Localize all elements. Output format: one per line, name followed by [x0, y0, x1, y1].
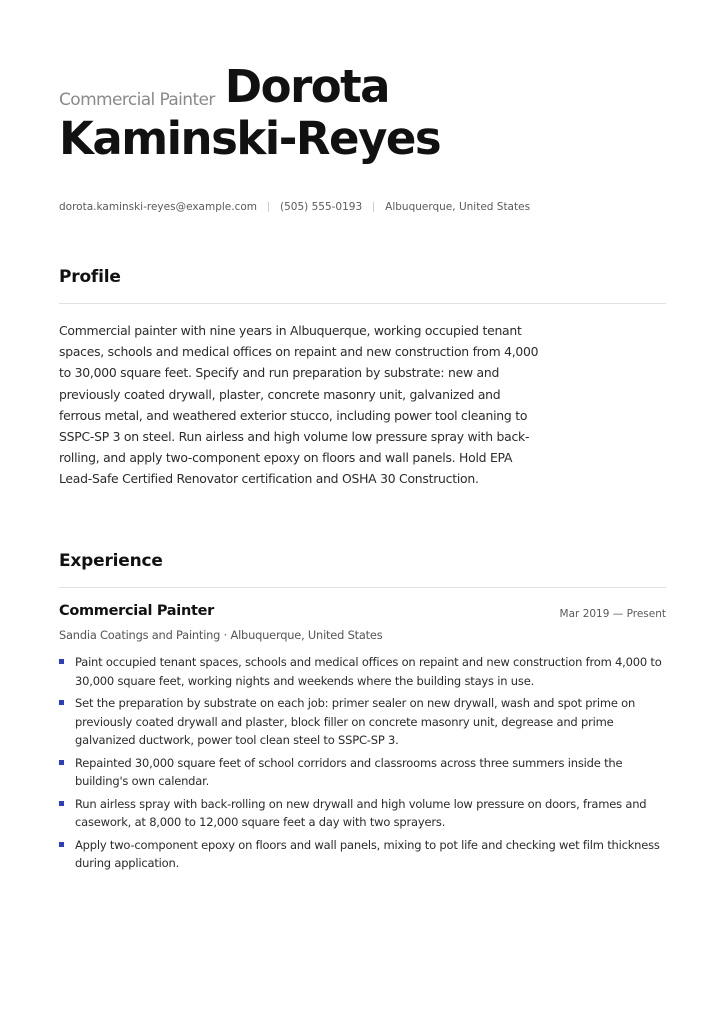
profile-divider	[59, 303, 666, 304]
job-bullet-text: Set the preparation by substrate on each job: primer sealer on new drywall, wash and spot prime on previously coated drywall and plaster, block filler on concrete masonry unit, degrease and prime galvanized ductwork, power tool clean steel to SSPC-SP 3.	[75, 696, 636, 747]
bullet-square-icon	[59, 842, 64, 847]
contact-phone[interactable]: (505) 555-0193	[280, 201, 363, 213]
job-bullet	[59, 694, 669, 750]
last-name: Kaminski-Reyes	[59, 112, 441, 165]
job-bullet	[59, 836, 669, 873]
bullet-square-icon	[59, 700, 64, 705]
contact-divider	[268, 202, 269, 212]
job-title: Commercial Painter	[59, 603, 215, 619]
profile-summary: Commercial painter with nine years in Albuquerque, working occupied tenant spaces, schools and medical offices on repaint and new construction from 4,000 to 30,000 square feet. Specify and run preparation by substrate: new and previously coated drywall, plaster, concrete masonry unit, galvanized and ferrous metal, and weathered exterior stucco, including power tool cleaning to SSPC-SP 3 on steel. Run airless and high volume low pressure spray with back-rolling, and apply two-component epoxy on floors and wall panels. Hold EPA Lead-Safe Certified Renovator certification and OSHA 30 Construction.	[59, 323, 539, 487]
job-company: Sandia Coatings and Painting · Albuquerque, United States	[59, 628, 383, 642]
resume-header	[59, 60, 669, 166]
job-bullet	[59, 754, 669, 791]
job-bullet	[59, 795, 669, 832]
name-row	[59, 60, 669, 114]
job-bullet-text: Apply two-component epoxy on floors and wall panels, mixing to pot life and checking wet film thickness during application.	[75, 837, 660, 870]
job-bullet-list	[59, 653, 669, 877]
contact-email[interactable]: dorota.kaminski-reyes@example.com	[59, 201, 258, 213]
job-subtitle: Commercial Painter	[59, 90, 215, 110]
first-name: Dorota	[224, 60, 390, 113]
contact-divider	[373, 202, 374, 212]
bullet-square-icon	[59, 801, 64, 806]
contact-location: Albuquerque, United States	[385, 201, 531, 213]
experience-divider	[59, 587, 666, 588]
profile-heading: Profile	[59, 267, 121, 287]
job-bullet-text: Repainted 30,000 square feet of school corridors and classrooms across three summers inside the building's own calendar.	[75, 755, 623, 788]
contact-bar	[59, 201, 530, 213]
job-bullet-text: Paint occupied tenant spaces, schools and medical offices on repaint and new construction from 4,000 to 30,000 square feet, working nights and weekends where the building stays in use.	[75, 655, 662, 688]
experience-heading: Experience	[59, 551, 163, 571]
bullet-square-icon	[59, 659, 64, 664]
job-bullet-text: Run airless spray with back-rolling on new drywall and high volume low pressure on doors, frames and casework, at 8,000 to 12,000 square feet a day with two sprayers.	[75, 796, 647, 829]
job-bullet	[59, 653, 669, 690]
job-dates: Mar 2019 — Present	[559, 608, 666, 620]
bullet-square-icon	[59, 760, 64, 765]
